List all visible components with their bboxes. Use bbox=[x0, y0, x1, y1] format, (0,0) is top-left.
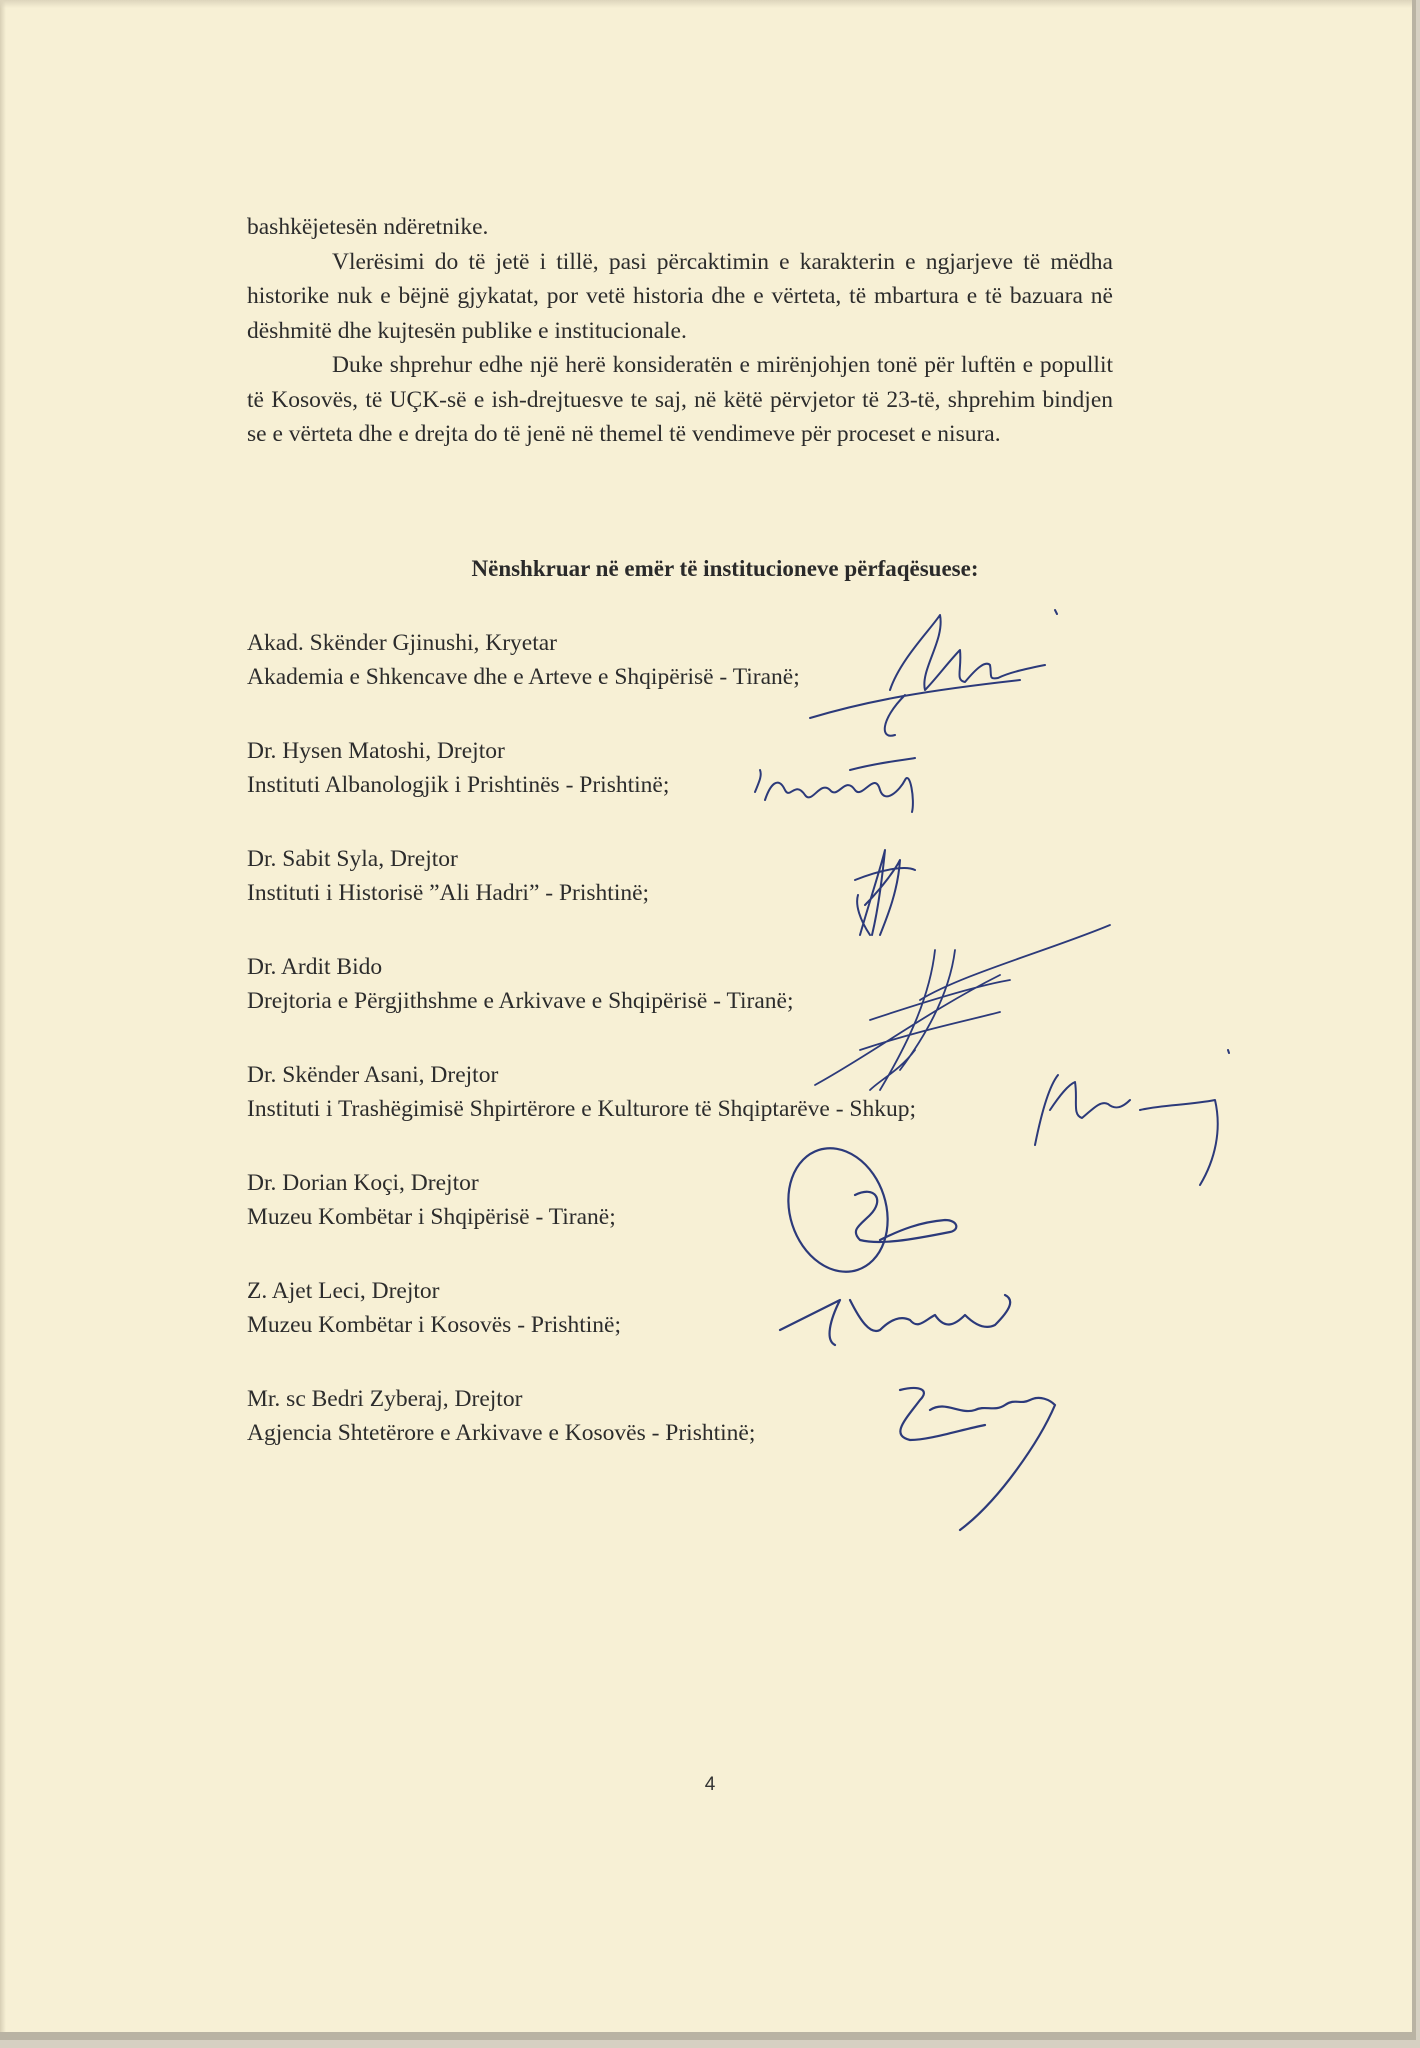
signatory-institution: Drejtoria e Përgjithshme e Arkivave e Shqipërisë - Tiranë; bbox=[247, 988, 794, 1014]
signatory-institution: Akademia e Shkencave dhe e Arteve e Shqipërisë - Tiranë; bbox=[247, 664, 800, 690]
signatory-institution: Muzeu Kombëtar i Kosovës - Prishtinë; bbox=[247, 1312, 621, 1338]
page-edge-shadow bbox=[0, 0, 6, 2032]
body-text bbox=[247, 210, 1113, 452]
paragraph-assessment: Vlerësimi do të jetë i tillë, pasi përcaktimin e karakterin e ngjarjeve të mëdha historike nuk e bëjnë gjykatat, por vetë historia dhe e vërteta, të mbartura e të bazuara në dëshmitë dhe kujtesën publike e institucionale. bbox=[247, 248, 1113, 344]
signatory-institution: Muzeu Kombëtar i Shqipërisë - Tiranë; bbox=[247, 1204, 616, 1230]
signatory-name: Dr. Ardit Bido bbox=[247, 954, 383, 980]
paragraph-continuation: bashkëjetesën ndëretnike. bbox=[247, 214, 489, 240]
signatory-institution: Instituti Albanologjik i Prishtinës - Prishtinë; bbox=[247, 772, 670, 798]
signatory-block bbox=[247, 1274, 621, 1342]
signatory-block bbox=[247, 842, 649, 910]
signature-zyberaj bbox=[900, 1388, 1055, 1530]
signatory-block bbox=[247, 734, 669, 802]
signatory-institution: Instituti i Trashëgimisë Shpirtërore e Kulturore të Shqiptarëve - Shkup; bbox=[247, 1096, 917, 1122]
signatory-name: Dr. Sabit Syla, Drejtor bbox=[247, 846, 458, 872]
page-top-shadow bbox=[0, 0, 1412, 8]
signatory-block bbox=[247, 1166, 616, 1234]
signatory-block bbox=[247, 1058, 916, 1126]
signature-syla bbox=[855, 850, 915, 935]
signatory-institution: Instituti i Historisë ”Ali Hadri” - Prishtinë; bbox=[247, 880, 650, 906]
signatory-name: Akad. Skënder Gjinushi, Kryetar bbox=[247, 630, 557, 656]
signatory-name: Dr. Skënder Asani, Drejtor bbox=[247, 1062, 499, 1088]
signature-asani bbox=[1035, 1050, 1229, 1185]
signature-koci-loop bbox=[773, 1135, 903, 1284]
signatory-institution: Agjencia Shtetërore e Arkivave e Kosovës - Prishtinë; bbox=[247, 1420, 756, 1446]
page-number: 4 bbox=[704, 1774, 716, 1795]
signature-koci bbox=[855, 1192, 956, 1242]
signatories-heading: Nënshkruar në emër të institucioneve përfaqësuese: bbox=[471, 556, 979, 581]
paragraph-conclusion: Duke shprehur edhe një herë konsideratën e mirënjohjen tonë për luftën e popullit të Kosovës, të UÇK-së e ish-drejtuesve te saj, në këtë përvjetor të 23-të, shprehim bindjen se e vërteta dhe e drejta do të jenë në themel të vendimeve për proceset e nisura. bbox=[247, 352, 1113, 447]
signatory-block bbox=[247, 1382, 755, 1450]
signature-gjinushi bbox=[810, 610, 1057, 736]
signature-leci bbox=[780, 1295, 1010, 1345]
signatory-block bbox=[247, 950, 793, 1018]
signatory-block bbox=[247, 626, 800, 694]
signatory-name: Mr. sc Bedri Zyberaj, Drejtor bbox=[247, 1386, 523, 1412]
signatory-name: Dr. Hysen Matoshi, Drejtor bbox=[247, 738, 505, 764]
signatory-name: Dr. Dorian Koçi, Drejtor bbox=[247, 1170, 479, 1196]
signature-matoshi bbox=[755, 758, 915, 812]
signatory-name: Z. Ajet Leci, Drejtor bbox=[247, 1278, 440, 1304]
